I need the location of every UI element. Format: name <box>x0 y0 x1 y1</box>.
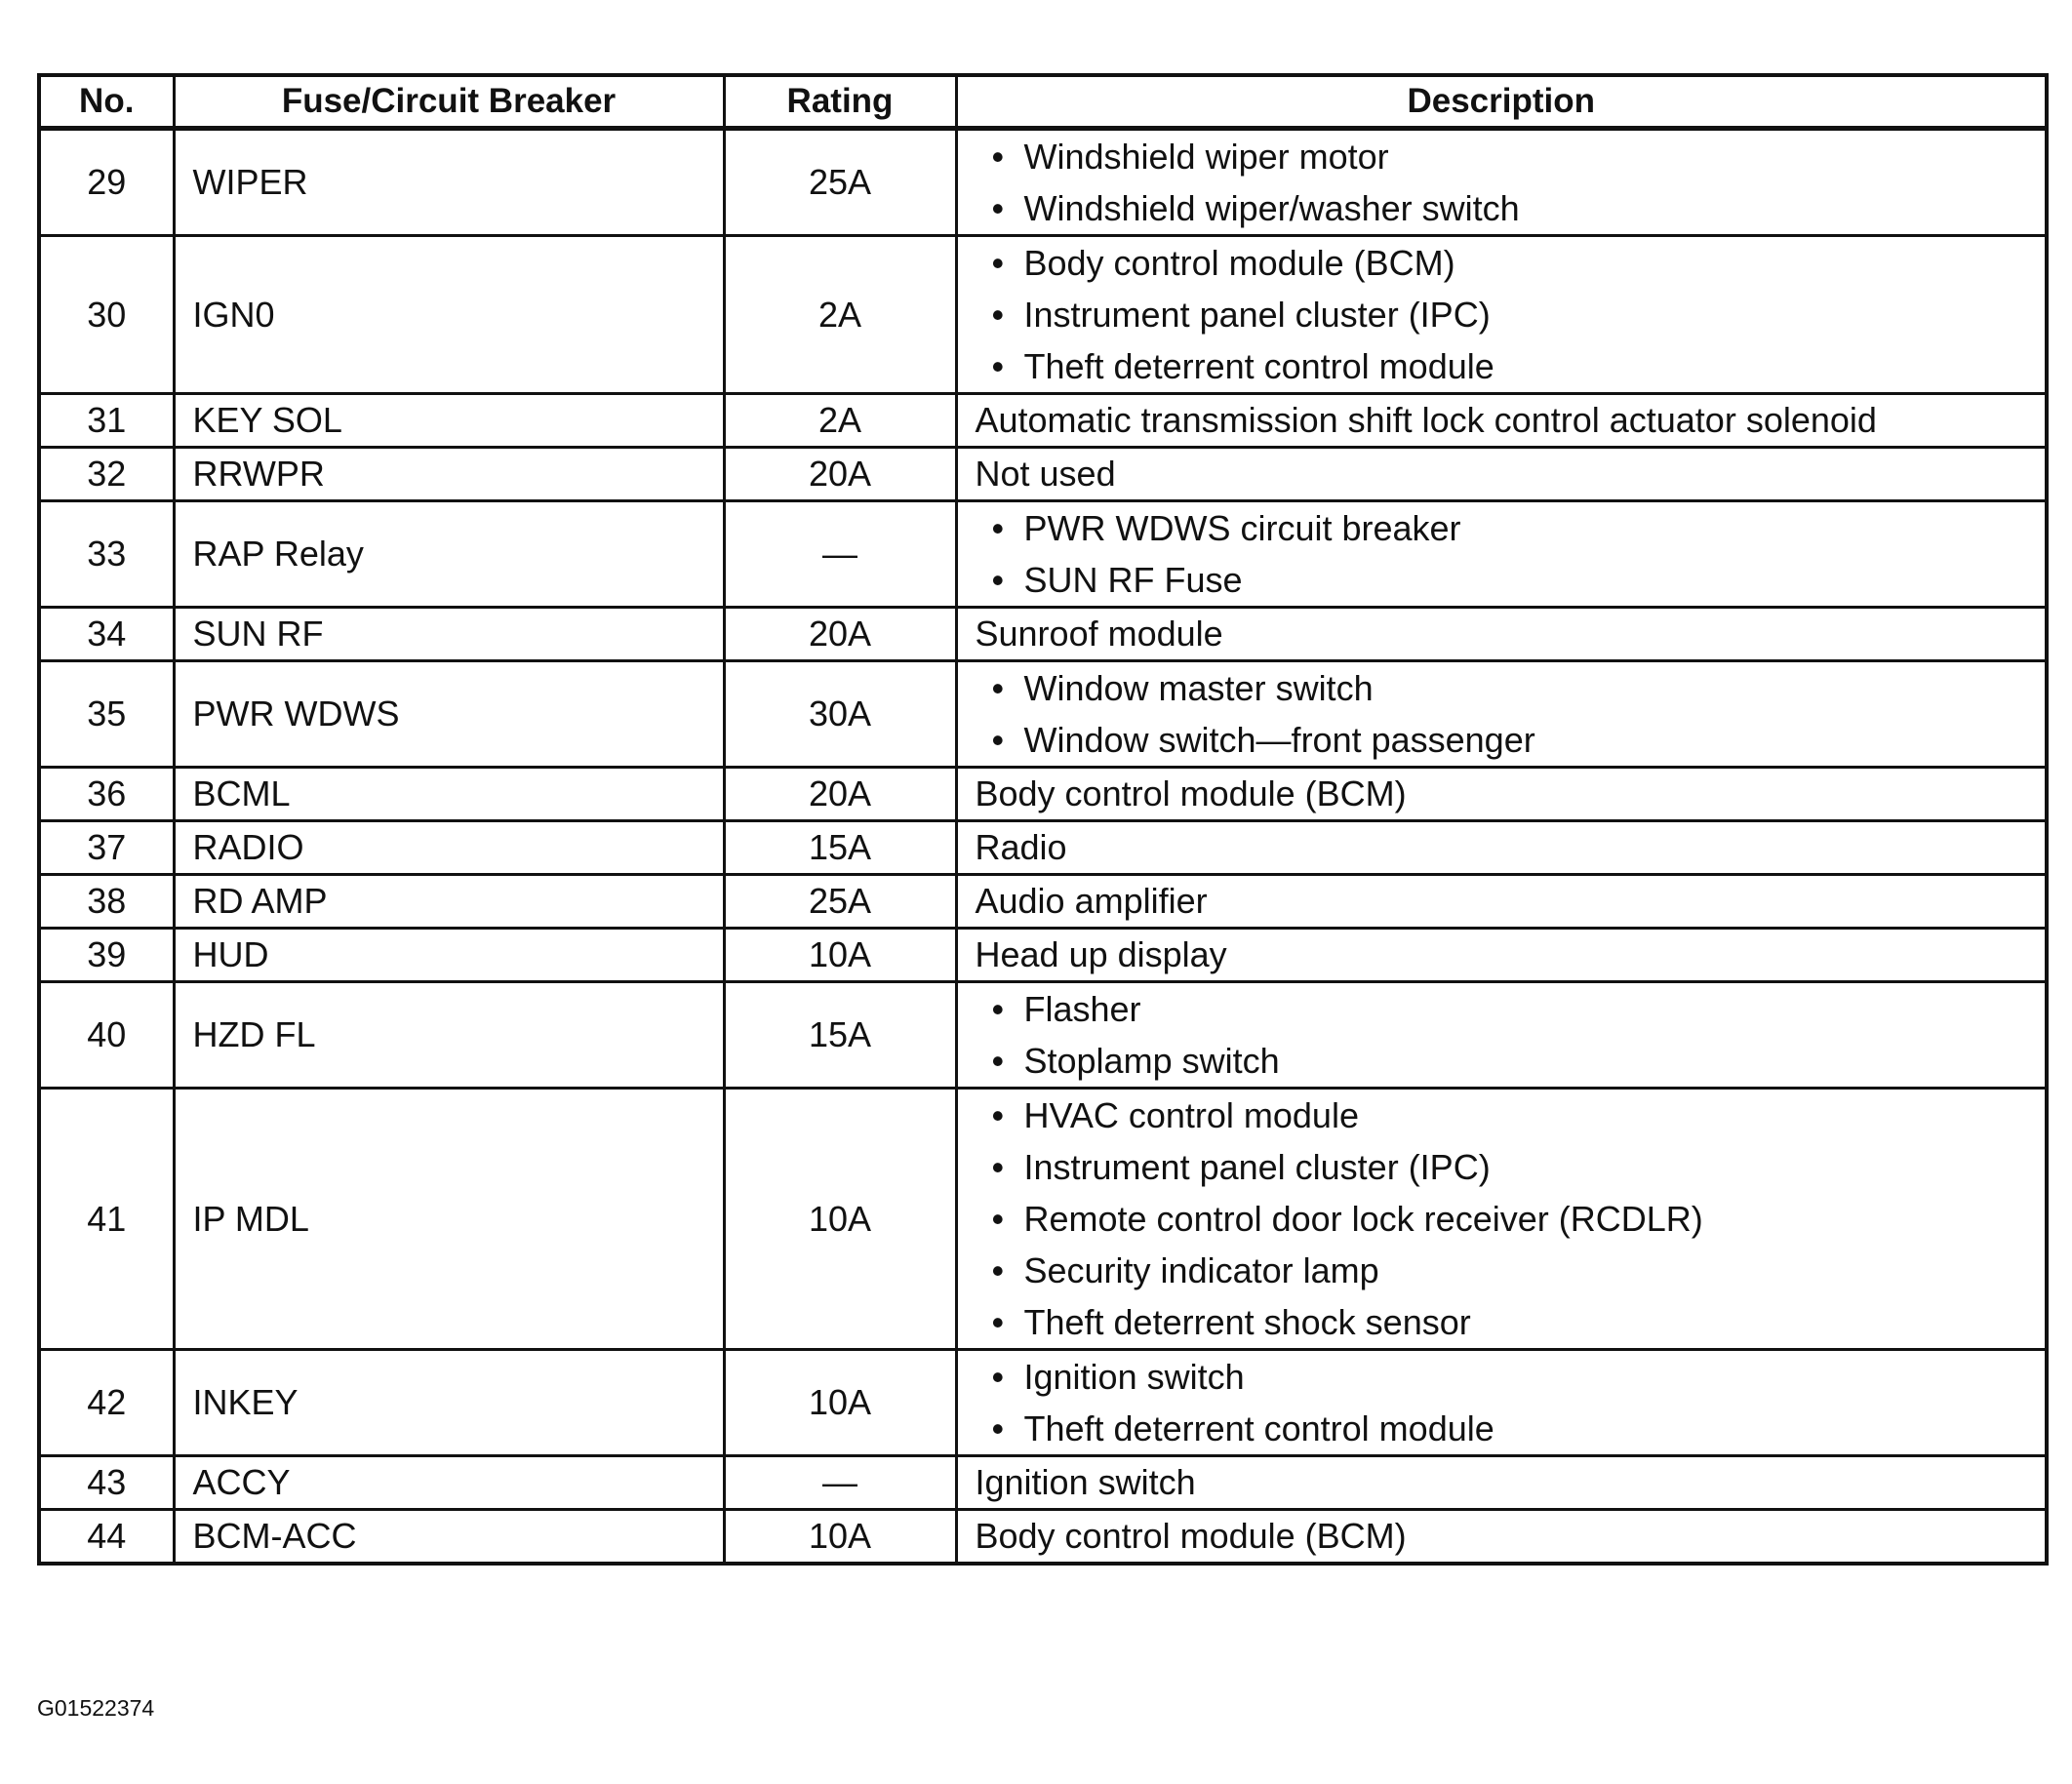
fuse-number: 44 <box>39 1510 174 1565</box>
description-text: Ignition switch <box>975 1462 1196 1502</box>
description-list <box>976 662 2046 766</box>
description-text: Audio amplifier <box>975 881 1208 921</box>
fuse-rating: 30A <box>724 661 956 768</box>
table-row <box>39 1089 2047 1350</box>
fuse-name: INKEY <box>174 1350 724 1456</box>
fuse-description <box>956 821 2047 875</box>
fuse-description <box>956 1456 2047 1510</box>
fuse-rating: 20A <box>724 448 956 501</box>
fuse-rating: 10A <box>724 1510 956 1565</box>
header-no: No. <box>39 75 174 129</box>
description-item: • Theft deterrent control module <box>976 340 2046 392</box>
table-row <box>39 821 2047 875</box>
fuse-rows <box>39 129 2047 1565</box>
fuse-description <box>956 929 2047 982</box>
table-row <box>39 661 2047 768</box>
fuse-name: RAP Relay <box>174 501 724 608</box>
fuse-number: 37 <box>39 821 174 875</box>
fuse-rating: 10A <box>724 1350 956 1456</box>
fuse-rating: 10A <box>724 929 956 982</box>
fuse-description <box>956 608 2047 661</box>
header-fuse: Fuse/Circuit Breaker <box>174 75 724 129</box>
description-item: • HVAC control module <box>976 1090 2046 1141</box>
description-list <box>976 502 2046 606</box>
fuse-number: 40 <box>39 982 174 1089</box>
table-row <box>39 394 2047 448</box>
fuse-number: 41 <box>39 1089 174 1350</box>
fuse-name: PWR WDWS <box>174 661 724 768</box>
fuse-description <box>956 129 2047 236</box>
fuse-number: 34 <box>39 608 174 661</box>
description-item: • Theft deterrent shock sensor <box>976 1296 2046 1348</box>
description-text: Body control module (BCM) <box>975 1516 1407 1556</box>
fuse-rating: 15A <box>724 982 956 1089</box>
fuse-name: BCML <box>174 768 724 821</box>
fuse-name: HUD <box>174 929 724 982</box>
table-row <box>39 501 2047 608</box>
fuse-number: 36 <box>39 768 174 821</box>
fuse-rating: 2A <box>724 236 956 394</box>
description-text: Sunroof module <box>975 614 1223 654</box>
fuse-name: RRWPR <box>174 448 724 501</box>
header-description: Description <box>956 75 2047 129</box>
fuse-name: KEY SOL <box>174 394 724 448</box>
fuse-number: 38 <box>39 875 174 929</box>
fuse-table <box>37 73 2049 1566</box>
fuse-number: 43 <box>39 1456 174 1510</box>
table-row <box>39 236 2047 394</box>
fuse-name: ACCY <box>174 1456 724 1510</box>
fuse-rating: 20A <box>724 608 956 661</box>
description-text: Not used <box>975 454 1116 494</box>
fuse-name: IP MDL <box>174 1089 724 1350</box>
description-item: • Windshield wiper/washer switch <box>976 182 2046 234</box>
description-item: • Flasher <box>976 983 2046 1035</box>
fuse-number: 32 <box>39 448 174 501</box>
fuse-description <box>956 1350 2047 1456</box>
fuse-description <box>956 661 2047 768</box>
description-list <box>976 1090 2046 1348</box>
fuse-description <box>956 768 2047 821</box>
fuse-description <box>956 236 2047 394</box>
fuse-rating: 25A <box>724 875 956 929</box>
description-text: Body control module (BCM) <box>975 773 1407 813</box>
description-text: Head up display <box>975 934 1227 974</box>
fuse-description <box>956 982 2047 1089</box>
description-item: • SUN RF Fuse <box>976 554 2046 606</box>
description-text: Radio <box>975 827 1067 867</box>
description-item: • Ignition switch <box>976 1351 2046 1403</box>
table-row <box>39 1456 2047 1510</box>
fuse-number: 39 <box>39 929 174 982</box>
table-header-row <box>39 75 2047 129</box>
fuse-rating: 10A <box>724 1089 956 1350</box>
description-item: • Instrument panel cluster (IPC) <box>976 289 2046 340</box>
fuse-number: 35 <box>39 661 174 768</box>
table-row <box>39 1350 2047 1456</box>
description-item: • Windshield wiper motor <box>976 131 2046 182</box>
table-row <box>39 768 2047 821</box>
description-item: • Remote control door lock receiver (RCDLR) <box>976 1193 2046 1245</box>
description-item: • Window master switch <box>976 662 2046 714</box>
fuse-description <box>956 448 2047 501</box>
description-item: • Body control module (BCM) <box>976 237 2046 289</box>
description-item: • Security indicator lamp <box>976 1245 2046 1296</box>
fuse-description <box>956 1089 2047 1350</box>
fuse-name: RADIO <box>174 821 724 875</box>
fuse-number: 42 <box>39 1350 174 1456</box>
description-item: • Instrument panel cluster (IPC) <box>976 1141 2046 1193</box>
description-list <box>976 237 2046 392</box>
fuse-number: 29 <box>39 129 174 236</box>
fuse-rating: — <box>724 501 956 608</box>
table-row <box>39 875 2047 929</box>
fuse-description <box>956 1510 2047 1565</box>
figure-code: G01522374 <box>37 1695 155 1721</box>
fuse-name: HZD FL <box>174 982 724 1089</box>
description-item: • Stoplamp switch <box>976 1035 2046 1087</box>
description-text: Automatic transmission shift lock control actuator solenoid <box>975 400 1877 440</box>
table-row <box>39 982 2047 1089</box>
fuse-name: WIPER <box>174 129 724 236</box>
fuse-name: SUN RF <box>174 608 724 661</box>
table-row <box>39 1510 2047 1565</box>
fuse-name: RD AMP <box>174 875 724 929</box>
fuse-number: 33 <box>39 501 174 608</box>
description-list <box>976 131 2046 234</box>
fuse-number: 30 <box>39 236 174 394</box>
fuse-name: BCM-ACC <box>174 1510 724 1565</box>
fuse-rating: 2A <box>724 394 956 448</box>
description-list <box>976 1351 2046 1454</box>
fuse-description <box>956 875 2047 929</box>
fuse-rating: — <box>724 1456 956 1510</box>
table-row <box>39 929 2047 982</box>
description-item: • Theft deterrent control module <box>976 1403 2046 1454</box>
fuse-rating: 25A <box>724 129 956 236</box>
table-row <box>39 129 2047 236</box>
description-item: • Window switch—front passenger <box>976 714 2046 766</box>
fuse-rating: 20A <box>724 768 956 821</box>
fuse-description <box>956 394 2047 448</box>
table-row <box>39 608 2047 661</box>
fuse-rating: 15A <box>724 821 956 875</box>
header-rating: Rating <box>724 75 956 129</box>
description-item: • PWR WDWS circuit breaker <box>976 502 2046 554</box>
table-row <box>39 448 2047 501</box>
fuse-number: 31 <box>39 394 174 448</box>
fuse-name: IGN0 <box>174 236 724 394</box>
fuse-description <box>956 501 2047 608</box>
description-list <box>976 983 2046 1087</box>
